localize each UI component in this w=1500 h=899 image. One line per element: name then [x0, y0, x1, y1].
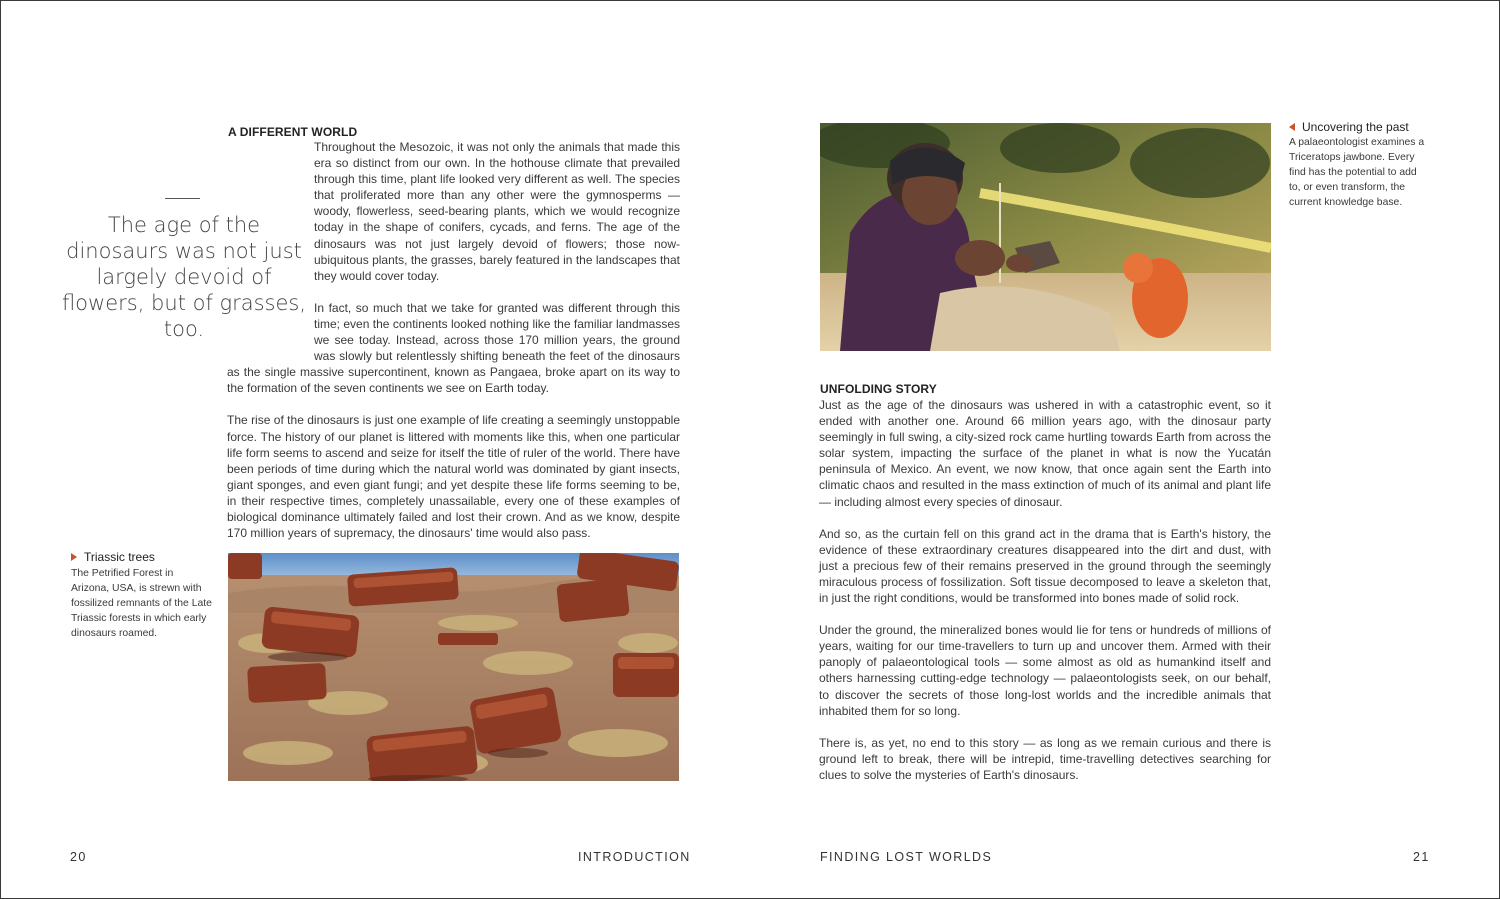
caption-text-triassic: The Petrified Forest in Arizona, USA, is strewn with fossilized remnants of the Late Triassic forests in which early dinosaurs roamed.	[71, 568, 212, 639]
pullquote-spacer	[227, 171, 314, 364]
caption-text-uncovering: A palaeontologist examines a Triceratops jawbone. Every find has the potential to add to, or even transform, the current knowledge base.	[1289, 137, 1425, 208]
pullquote: The age of the dinosaurs was not just largely devoid of flowers, but of grasses, too.	[61, 213, 307, 341]
running-head-left: INTRODUCTION	[578, 850, 691, 864]
right-paragraph-3: Under the ground, the mineralized bones would lie for tens or hundreds of millions of years, waiting for our time-travellers to turn up and uncover them. Armed with their panoply of palaeontological tools — some almost as old as humankind itself and others harnessing cutting-edge technology — palaeontologists seek, on our behalf, to discover the secrets of those long-lost worlds and the incredible animals that inhabited them for so long.	[819, 623, 1271, 718]
right-paragraph-4: There is, as yet, no end to this story — as long as we remain curious and there is ground left to break, there will be intrepid, time-travelling detectives searching for clues to solve the mysteries of Earth's dinosaurs.	[819, 735, 1271, 782]
running-head-right: FINDING LOST WORLDS	[820, 850, 993, 864]
page-number-left: 20	[70, 850, 87, 864]
section-heading-unfolding-story: UNFOLDING STORY	[820, 382, 937, 396]
caption-title-uncovering	[1289, 120, 1409, 134]
left-paragraph-2: In fact, so much that we take for granted was different through this time; even the continents looked nothing like the familiar landmasses we see today. Instead, across those 170 million years, the ground was slowly but relentlessly shifting beneath the feet of the dinosaurs as the single massive supercontinent, known as Pangaea, broke apart on its way to the formation of the seven continents we see on Earth today.	[227, 300, 680, 396]
caption-title-text: Uncovering the past	[1302, 120, 1409, 134]
page-number-right: 21	[1413, 850, 1430, 864]
pullquote-rule	[165, 198, 200, 199]
caption-arrow-right-icon	[71, 553, 77, 561]
palaeontologist-photo	[820, 123, 1271, 351]
right-paragraph-1: Just as the age of the dinosaurs was ushered in with a catastrophic event, so it ended with another one. Around 66 million years ago, with the dinosaur party seemingly in full swing, a city-sized rock came hurtling towards Earth from across the solar system, impacting the surface of the planet in what is now the Yucatán peninsula of Mexico. An event, we now know, that once again sent the Earth into climatic chaos and resulted in the mass extinction of much of its animal and plant life — including almost every species of dinosaur.	[819, 398, 1271, 509]
left-body	[227, 139, 680, 557]
left-paragraph-1: Throughout the Mesozoic, it was not only the animals that made this era so distinct from our own. In the hothouse climate that prevailed through this time, plant life looked very different as well. The species that proliferated more than any other were the gymnosperms — woody, flowerless, seed-bearing plants, which we would recognize today in the shape of conifers, cycads, and ferns. The age of the dinosaurs was not just largely devoid of flowers; those now-ubiquitous plants, the grasses, barely featured in the landscapes that they would cover today.	[314, 140, 680, 283]
caption-title-triassic	[71, 550, 155, 564]
left-paragraph-3: The rise of the dinosaurs is just one example of life creating a seemingly unstoppable force. The history of our planet is littered with moments like this, when one particular life form seems to ascend and seize for itself the title of ruler of the world. There have been periods of time during which the natural world was dominated by giant insects, giant sponges, and even giant fungi; and yet despite these life forms seeming to be, in their respective times, completely unassailable, every one of these examples of biological dominance ultimately failed and lost their crown. And as we know, despite 170 million years of supremacy, the dinosaurs' time would also pass.	[227, 413, 680, 541]
petrified-forest-photo	[228, 553, 679, 781]
right-body	[819, 397, 1271, 799]
section-heading-different-world: A DIFFERENT WORLD	[228, 125, 358, 139]
caption-arrow-left-icon	[1289, 123, 1295, 131]
right-paragraph-2: And so, as the curtain fell on this grand act in the drama that is Earth's history, the evidence of these extraordinary creatures disappeared into the dirt and dust, with just a precious few of their remains preserved in the ground through the seemingly miraculous process of fossilization. Soft tissue decomposed to leave a skeleton that, in just the right conditions, would be transformed into bones made of solid rock.	[819, 526, 1271, 606]
caption-title-text: Triassic trees	[84, 550, 155, 564]
